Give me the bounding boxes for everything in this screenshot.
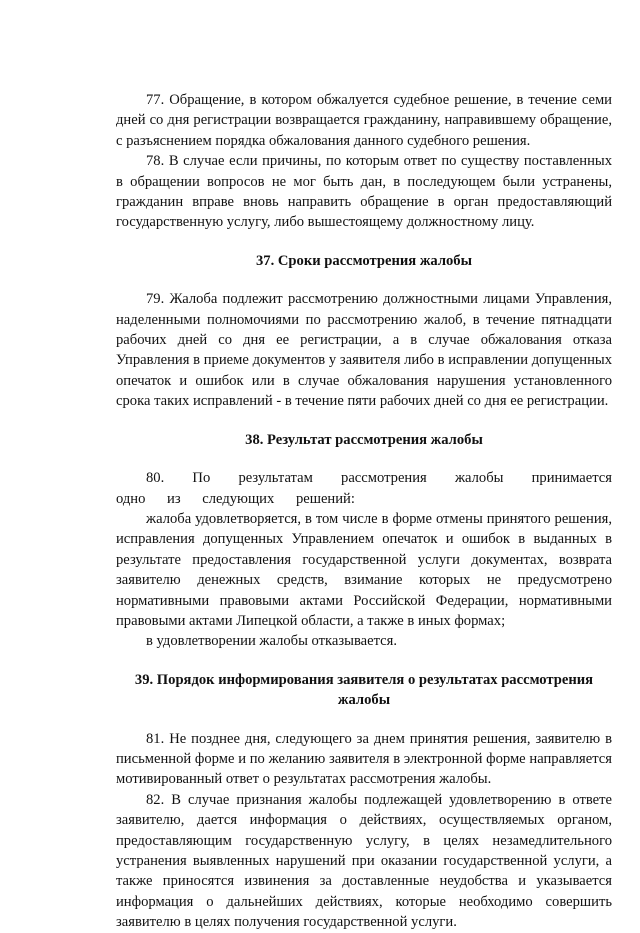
paragraph-80-option-satisfied: жалоба удовлетворяется, в том числе в форме отмены принятого решения, исправления допущенных Управлением опечаток и ошибок в выданных в результате предоставления государственной услуги документах, возврата заявителю денежных средств, взимание которых не предусмотрено нормативными правовыми актами Российской Федерации, нормативными правовыми актами Липецкой области, а также в иных формах; (116, 510, 612, 629)
paragraph-81: 81. Не позднее дня, следующего за днем принятия решения, заявителю в письменной форме и по желанию заявителя в электронной форме направляется мотивированный ответ о результатах рассмотрения жалобы. (116, 730, 612, 788)
section-heading-37: 37. Сроки рассмотрения жалобы (255, 252, 472, 269)
paragraph-82: 82. В случае признания жалобы подлежащей удовлетворению в ответе заявителю, дается информация о действиях, осуществляемых органом, предоставляющим государственную услугу, в целях незамедлительного устранения выявленных нарушений при оказании государственной услуги, а также приносятся извинения за доставленные неудобства и указывается информация о дальнейших действиях, которые необходимо совершить заявителю в целях получения государственной услуги. (116, 791, 612, 931)
paragraph-80-option-rejected: в удовлетворении жалобы отказывается. (146, 633, 398, 650)
paragraph-80: 80. По результатам рассмотрения жалобы принимается одно из следующих решений: (116, 470, 612, 507)
paragraph-79: 79. Жалоба подлежит рассмотрению должностными лицами Управления, наделенными полномочиями по рассмотрению жалоб, в течение пятнадцати рабочих дней со дня ее регистрации, а в случае обжалования отказа Управления в приеме документов у заявителя либо в исправлении допущенных опечаток и ошибок или в случае обжалования нарушения установленного срока таких исправлений - в течение пяти рабочих дней со дня ее регистрации. (116, 291, 612, 410)
document-page (116, 90, 612, 933)
paragraph-78: 78. В случае если причины, по которым ответ по существу поставленных в обращении вопросов не мог быть дан, в последующем были устранены, гражданин вправе вновь направить обращение в орган предоставляющий государственную услугу, либо вышестоящему должностному лицу. (116, 153, 612, 231)
section-heading-39: 39. Порядок информирования заявителя о результатах рассмотрения жалобы (134, 671, 594, 709)
paragraph-77: 77. Обращение, в котором обжалуется судебное решение, в течение семи дней со дня регистрации возвращается гражданину, направившему обращение, с разъяснением порядка обжалования данного судебного решения. (116, 92, 612, 149)
section-heading-38: 38. Результат рассмотрения жалобы (245, 431, 483, 448)
